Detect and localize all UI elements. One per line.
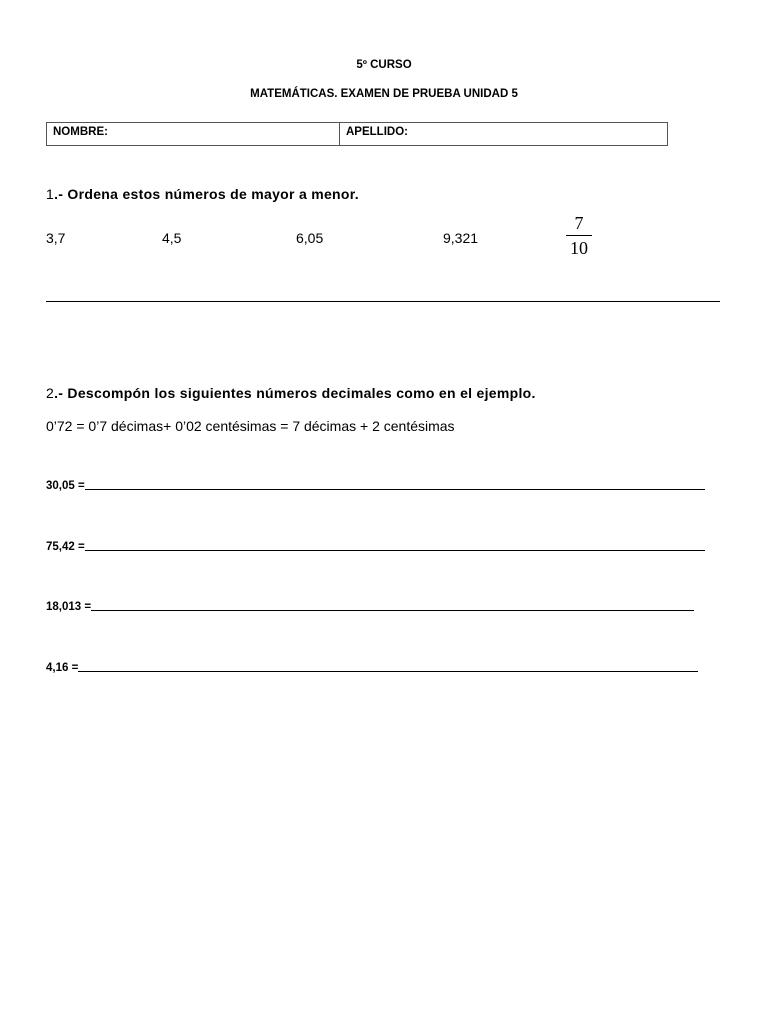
question-1-number: 1 [46, 186, 55, 202]
decimal-label: 4,16 = [46, 662, 79, 674]
student-info-table [46, 122, 668, 146]
number-item: 6,05 [296, 230, 324, 246]
decomposition-row [46, 662, 698, 674]
fraction [566, 214, 592, 257]
number-item: 3,7 [46, 230, 66, 246]
nombre-label: NOMBRE: [53, 126, 108, 138]
answer-line[interactable] [85, 549, 705, 551]
question-1-heading [46, 186, 359, 202]
decimal-label: 18,013 = [46, 601, 92, 613]
exam-title: MATEMÁTICAS. EXAMEN DE PRUEBA UNIDAD 5 [250, 88, 518, 100]
apellido-cell[interactable] [340, 123, 667, 145]
decimal-label: 30,05 = [46, 480, 85, 492]
fraction-denominator: 10 [570, 238, 588, 258]
apellido-label: APELLIDO: [346, 126, 408, 138]
decomposition-row [46, 601, 694, 613]
answer-line-question-1[interactable] [46, 301, 720, 302]
number-item: 9,321 [443, 230, 479, 246]
answer-line[interactable] [85, 488, 705, 490]
fraction-bar [566, 235, 592, 236]
number-item: 4,5 [162, 230, 182, 246]
question-1-text: .- Ordena estos números de mayor a menor. [54, 186, 359, 202]
answer-line[interactable] [91, 609, 694, 611]
question-2-heading [46, 385, 536, 401]
fraction-numerator: 7 [574, 213, 584, 233]
nombre-cell[interactable] [47, 123, 340, 145]
course-heading: 5º CURSO [356, 59, 412, 71]
question-2-number: 2 [46, 385, 55, 401]
decomposition-row [46, 480, 705, 492]
answer-line[interactable] [78, 670, 698, 672]
decomposition-row [46, 541, 705, 553]
example-decomposition: 0’72 = 0’7 décimas+ 0’02 centésimas = 7 décimas + 2 centésimas [46, 418, 455, 434]
decimal-label: 75,42 = [46, 541, 85, 553]
question-2-text: .- Descompón los siguientes números decimales como en el ejemplo. [54, 385, 536, 401]
